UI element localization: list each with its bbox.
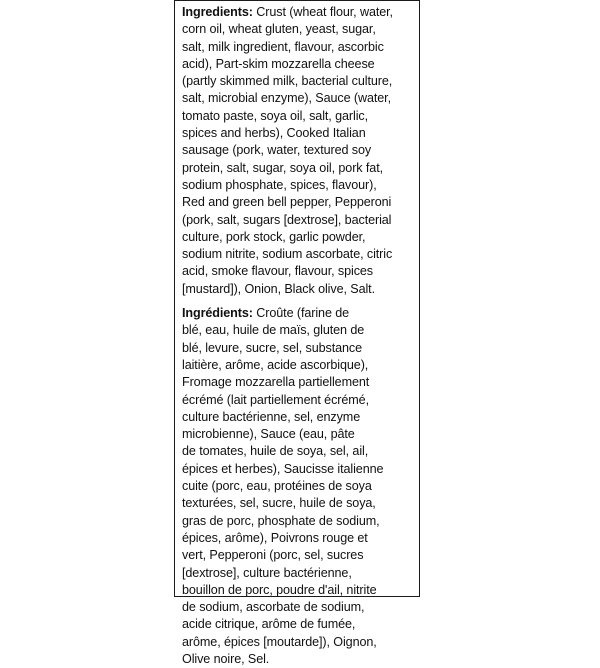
ingredients-heading-french: Ingrédients:: [182, 306, 253, 321]
ingredients-heading-english: Ingredients:: [182, 5, 253, 19]
ingredients-english: [182, 4, 413, 298]
ingredients-text-english: Crust (wheat flour, water, corn oil, wheat gluten, yeast, sugar, salt, milk ingredient, flavour, ascorbic acid), Part-skim mozzarella cheese (partly skimmed milk, bacterial culture, salt, microbial enzyme), Sauce (water, tomato paste, soya oil, salt, garlic, spices and herbs), Cooked Italian sausage (pork, water, textured soy protein, salt, sugar, soya oil, pork fat, sodium phosphate, spices, flavour), Red and green bell pepper, Pepperoni (pork, salt, sugars [dextrose], bacterial culture, pork stock, garlic powder, sodium nitrite, sodium ascorbate, citric acid, smoke flavour, flavour, spices [mustard]), Onion, Black olive, Salt.: [182, 5, 393, 296]
ingredients-text-french: Croûte (farine de blé, eau, huile de maïs, gluten de blé, levure, sucre, sel, substance laitière, arôme, acide ascorbique), Fromage mozzarella partiellement écrémé (lait partiellement écrémé, culture bactérienne, sel, enzyme microbienne), Sauce (eau, pâte de tomates, huile de soya, sel, ail, épices et herbes), Saucisse italienne cuite (porc, eau, protéines de soya texturées, sel, sucre, huile de soya, gras de porc, phosphate de sodium, épices, arôme), Poivrons rouge et vert, Pepperoni (porc, sel, sucres [dextrose], culture bactérienne, bouillon de porc, poudre d'ail, nitrite de sodium, ascorbate de sodium, acide citrique, arôme de fumée, arôme, épices [moutarde]), Oignon, Olive noire, Sel.: [182, 306, 384, 666]
ingredients-label: [174, 0, 420, 666]
ingredients-french: [182, 305, 413, 668]
